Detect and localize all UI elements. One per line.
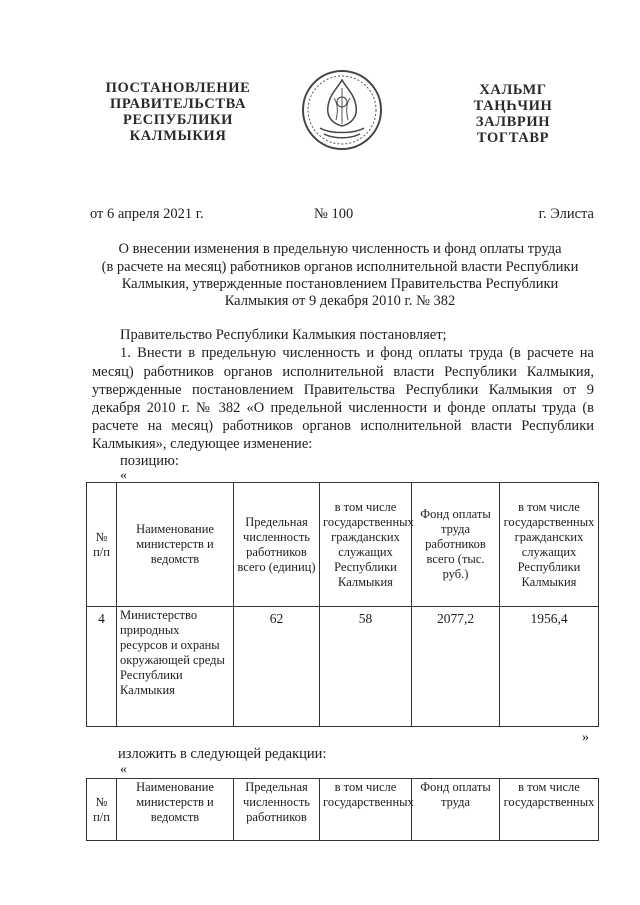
issuer-kalmyk-line: ХАЛЬМГ bbox=[479, 82, 547, 98]
document-city: г. Элиста bbox=[538, 206, 594, 222]
header-cell-civil-staff: в том числе государственных гражданских служащих Республики Калмыкия bbox=[320, 483, 412, 607]
paragraph-1-last-line: Калмыкия», следующее изменение: bbox=[92, 436, 313, 452]
header-cell-total-fund: Фонд оплаты труда bbox=[412, 779, 500, 841]
header-cell-civil-fund: в том числе государственных bbox=[500, 779, 599, 841]
paragraph-1-first-line: 1. Внести в предельную численность и фонд оплаты труда (в расчете на bbox=[120, 345, 594, 361]
document-title-line: Калмыкия, утвержденные постановлением Правительства Республики bbox=[121, 276, 559, 292]
paragraph-1-line: декабря 2010 г. № 382 «О предельной численности и фонде оплаты труда (в bbox=[92, 400, 594, 416]
staff-table-new bbox=[86, 778, 599, 841]
header-cell-total-fund: Фонд оплаты труда работников всего (тыс. руб.) bbox=[412, 483, 500, 607]
issuer-kalmyk bbox=[438, 82, 588, 146]
issuer-russian-line: РЕСПУБЛИКИ bbox=[122, 112, 234, 128]
row-total-fund: 2077,2 bbox=[412, 607, 500, 727]
header-cell-name: Наименование министерств и ведомств bbox=[117, 779, 234, 841]
new-edition-label: изложить в следующей редакции: bbox=[118, 746, 327, 762]
position-label: позицию: bbox=[120, 453, 179, 469]
table-row bbox=[87, 607, 599, 727]
emblem-icon bbox=[300, 68, 384, 152]
paragraph-1-line: месяц) работников органов исполнительной власти Республики Калмыкия, bbox=[92, 364, 594, 380]
open-quote: « bbox=[120, 468, 127, 483]
header-cell-number: № п/п bbox=[87, 779, 117, 841]
header-cell-number: № п/п bbox=[87, 483, 117, 607]
issuer-russian-line: ПРАВИТЕЛЬСТВА bbox=[109, 96, 247, 112]
header-cell-total-staff: Предельная численность работников всего (единиц) bbox=[234, 483, 320, 607]
open-quote-2: « bbox=[120, 762, 127, 777]
header-cell-name: Наименование министерств и ведомств bbox=[117, 483, 234, 607]
document-title-line: Калмыкия от 9 декабря 2010 г. № 382 bbox=[224, 293, 456, 309]
issuer-russian bbox=[88, 80, 268, 144]
document-title-line: (в расчете на месяц) работников органов исполнительной власти Республики bbox=[101, 259, 579, 275]
issuer-russian-line: ПОСТАНОВЛЕНИЕ bbox=[105, 80, 251, 96]
document-title-line: О внесении изменения в предельную численность и фонд оплаты труда bbox=[118, 241, 562, 257]
row-ministry-name: Министерство природных ресурсов и охраны окружающей среды Республики Калмыкия bbox=[117, 607, 234, 727]
issuer-kalmyk-line: ТАҢҺЧИН bbox=[473, 98, 553, 114]
resolution-intro: Правительство Республики Калмыкия постановляет; bbox=[120, 327, 447, 343]
paragraph-1-line: расчете на месяц) работников органов исполнительной власти Республики bbox=[92, 418, 594, 434]
paragraph-1-line: утвержденные постановлением Правительства Республики Калмыкия от 9 bbox=[92, 382, 594, 398]
issuer-kalmyk-line: ЗАЛВРИН bbox=[475, 114, 551, 130]
issuer-kalmyk-line: ТОГТАВР bbox=[476, 130, 550, 146]
document-date: от 6 апреля 2021 г. bbox=[90, 206, 204, 222]
issuer-russian-line: КАЛМЫКИЯ bbox=[129, 128, 227, 144]
header-cell-civil-fund: в том числе государственных гражданских служащих Республики Калмыкия bbox=[500, 483, 599, 607]
staff-table-old bbox=[86, 482, 599, 727]
row-total-staff: 62 bbox=[234, 607, 320, 727]
table-header-row bbox=[87, 483, 599, 607]
row-civil-staff: 58 bbox=[320, 607, 412, 727]
close-quote: » bbox=[582, 730, 589, 745]
row-number: 4 bbox=[87, 607, 117, 727]
table-header-row bbox=[87, 779, 599, 841]
row-civil-fund: 1956,4 bbox=[500, 607, 599, 727]
document-number: № 100 bbox=[314, 206, 354, 222]
header-cell-total-staff: Предельная численность работников bbox=[234, 779, 320, 841]
header-cell-civil-staff: в том числе государственных bbox=[320, 779, 412, 841]
